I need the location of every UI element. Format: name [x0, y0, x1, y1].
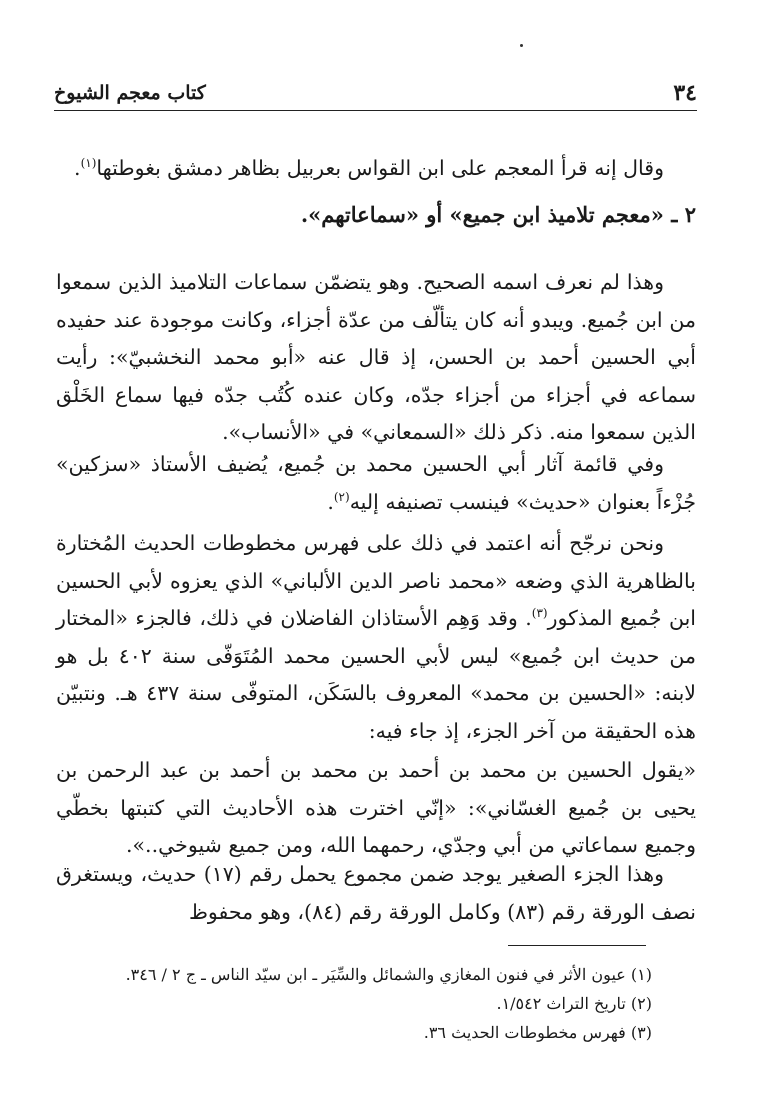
- paragraph-text: ونحن نرجّح أنه اعتمد في ذلك على فهرس مخطوطات الحديث المُختارة بالظاهرية الذي وضعه «محمد ناصر الدين الألباني» الذي يعزوه لأبي الحسين ابن جُميع المذكور: [56, 531, 696, 630]
- paragraph-sezgin: [56, 446, 696, 521]
- running-title: كتاب معجم الشيوخ: [54, 82, 206, 104]
- footnote-2: (٢) تاريخ التراث ١/٥٤٢.: [496, 994, 652, 1013]
- paragraph-end: .: [327, 489, 334, 514]
- footnotes: [56, 960, 652, 1047]
- footnote-ref: (٢): [333, 489, 350, 504]
- paragraph-text: وقال إنه قرأ المعجم على ابن القواس بعربيل بظاهر دمشق بغوطتها: [96, 156, 664, 180]
- paragraph-text: وفي قائمة آثار أبي الحسين محمد بن جُميع، يُضيف الأستاذ «سزكين» جُزْءاً بعنوان «حديث» فينسب تصنيفه إليه: [56, 452, 696, 514]
- paragraph-intro: [56, 150, 696, 188]
- paragraph-description: [56, 264, 696, 452]
- page-header: [54, 80, 697, 108]
- footnote-ref: (١): [80, 156, 97, 171]
- footnote-rule: [508, 945, 646, 946]
- paragraph-manuscript: [56, 856, 696, 931]
- page-number: ٣٤: [673, 80, 697, 106]
- section-heading: ٢ ـ «معجم تلاميذ ابن جميع» أو «سماعاتهم».: [300, 202, 696, 227]
- footnote-3: (٣) فهرس مخطوطات الحديث ٣٦.: [423, 1023, 652, 1042]
- footnote-ref: (٣): [531, 606, 548, 621]
- paragraph-text: وهذا الجزء الصغير يوجد ضمن مجموع يحمل رقم (١٧) حديث، ويستغرق نصف الورقة رقم (٨٣) وكامل الورقة رقم (٨٤)، وهو محفوظ: [56, 862, 696, 924]
- quotation: [56, 752, 696, 865]
- paragraph-attribution: [56, 525, 696, 750]
- header-rule: [54, 110, 697, 111]
- paragraph-end: .: [74, 156, 81, 180]
- footnote-1: (١) عيون الأثر في فنون المغازي والشمائل والسِّيَر ـ ابن سيّد الناس ـ ج ٢ / ٣٤٦.: [125, 965, 652, 984]
- paragraph-text-continued: . وقد وَهِم الأستاذان الفاضلان في ذلك، فالجزء «المختار من حديث ابن جُميع» ليس لأبي الحسين محمد المُتَوَفّى سنة ٤٠٢ بل هو لابنه: «الحسين بن محمد» المعروف بالسَكَن، المتوفّى سنة ٤٣٧ هـ. ونتبيّن هذه الحقيقة من آخر الجزء، إذ جاء فيه:: [56, 606, 696, 743]
- paragraph-text: وهذا لم نعرف اسمه الصحيح. وهو يتضمّن سماعات التلاميذ الذين سمعوا من ابن جُميع. ويبدو أنه كان يتألّف من عدّة أجزاء، وكانت موجودة عند حفيده أبي الحسين أحمد بن الحسن، إذ قال عنه «أبو محمد النخشبيّ»: رأيت سماعه في أجزاء من أجزاء جدّه، وكان عنده كُتُب جدّه فيها سماع الخَلْق الذين سمعوا منه. ذكر ذلك «السمعاني» في «الأنساب».: [56, 270, 696, 444]
- quote-text: «يقول الحسين بن محمد بن أحمد بن محمد بن أحمد بن عبد الرحمن بن يحيى بن جُميع الغسّاني»: «إنّي اخترت هذه الأحاديث التي كتبتها بخطّي وجميع سماعاتي من أبي وجدّي، رحمهما الله، ومن جميع شيوخي..».: [56, 758, 696, 857]
- page-speck: [520, 44, 523, 47]
